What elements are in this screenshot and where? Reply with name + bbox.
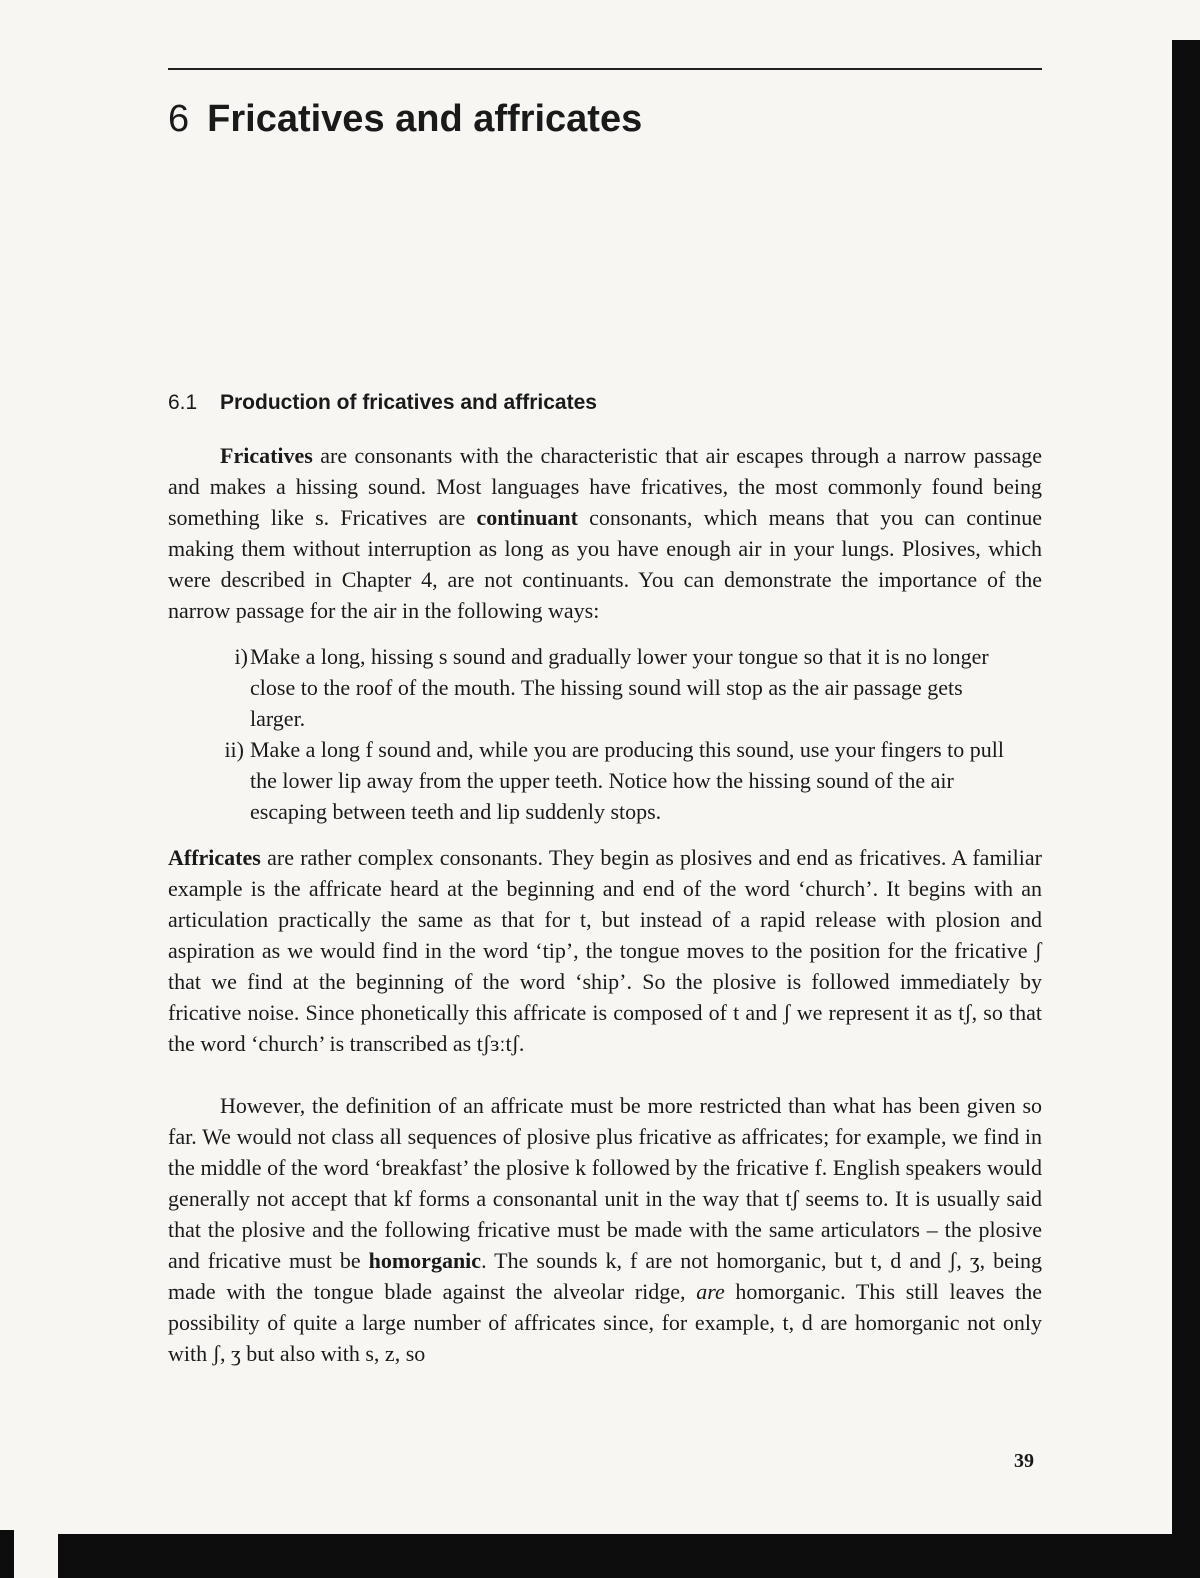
paragraph-affricates [168, 842, 1042, 1059]
page-number: 39 [1014, 1450, 1034, 1472]
paragraph-text: are rather complex consonants. They begin as plosives and end as fricatives. A familiar example is the affricate heard at the beginning and end of the word ‘church’. It begins with an articulation practically the same as that for t, but instead of a rapid release with plosion and aspiration as we would find in the word ‘tip’, the tongue moves to the position for the fricative ʃ that we find at the beginning of the word ‘ship’. So the plosive is followed immediately by fricative noise. Since phonetically this affricate is composed of t and ʃ we represent it as tʃ, so that the word ‘church’ is transcribed as tʃɜːtʃ. [168, 845, 1042, 1056]
list-item [218, 734, 1008, 827]
emphasis-are: are [696, 1279, 725, 1304]
list-marker: ii) [224, 737, 244, 762]
section-title: Production of fricatives and affricates [220, 391, 597, 414]
section-number: 6.1 [168, 391, 198, 414]
paragraph-text: However, the definition of an affricate must be more restricted than what has been given so far. We would not class all sequences of plosive plus fricative as affricates; for example, we find in the middle of the word ‘breakfast’ the plosive k followed by the fricative f. English speakers would generally not accept that kf forms a consonantal unit in the way that tʃ seems to. It is usually said that the plosive and the following fricative must be made with the same articulators – the plosive and fricative must be [168, 1093, 1042, 1273]
list-item [218, 641, 1008, 734]
list-item-text: Make a long, hissing s sound and gradually lower your tongue so that it is no longer close to the roof of the mouth. The hissing sound will stop as the air passage gets larger. [250, 644, 989, 731]
scan-shadow-corner [0, 1530, 14, 1578]
paragraph-text: . The sounds k, f are not homorganic, but t, d and ʃ, ʒ, being made with the tongue blade against the alveolar ridge, [168, 1248, 1042, 1304]
paragraph-text: homorganic. This still leaves the possibility of quite a large number of affricates since, for example, t, d are homorganic not only with ʃ, ʒ but also with s, z, so [168, 1279, 1042, 1366]
scan-shadow-right [1172, 40, 1200, 1550]
list-marker: i) [234, 644, 248, 669]
term-affricates: Affricates [168, 845, 261, 870]
paragraph-text: consonants, which means that you can continue making them without interruption as long as you have enough air in your lungs. Plosives, which were described in Chapter 4, are not continuants. You can demonstrate the importance of the narrow passage for the air in the following ways: [168, 505, 1042, 623]
term-fricatives: Fricatives [220, 443, 313, 468]
term-continuant: continuant [476, 505, 578, 530]
paragraph-text: are consonants with the characteristic that air escapes through a narrow passage and makes a hissing sound. Most languages have fricatives, the most commonly found being something like s. Fricatives are [168, 443, 1042, 530]
scan-shadow-bottom [58, 1534, 1200, 1578]
paragraph-fricatives [168, 440, 1042, 626]
section-heading [168, 388, 597, 418]
list-item-text: Make a long f sound and, while you are producing this sound, use your fingers to pull the lower lip away from the upper teeth. Notice how the hissing sound of the air escaping between teeth and lip suddenly stops. [250, 737, 1004, 824]
chapter-title: Fricatives and affricates [207, 98, 643, 140]
chapter-number: 6 [168, 98, 190, 140]
chapter-heading [168, 94, 642, 144]
term-homorganic: homorganic [368, 1248, 482, 1273]
paragraph-definition [168, 1090, 1042, 1369]
header-rule [168, 68, 1042, 70]
demonstration-list [218, 641, 1008, 827]
